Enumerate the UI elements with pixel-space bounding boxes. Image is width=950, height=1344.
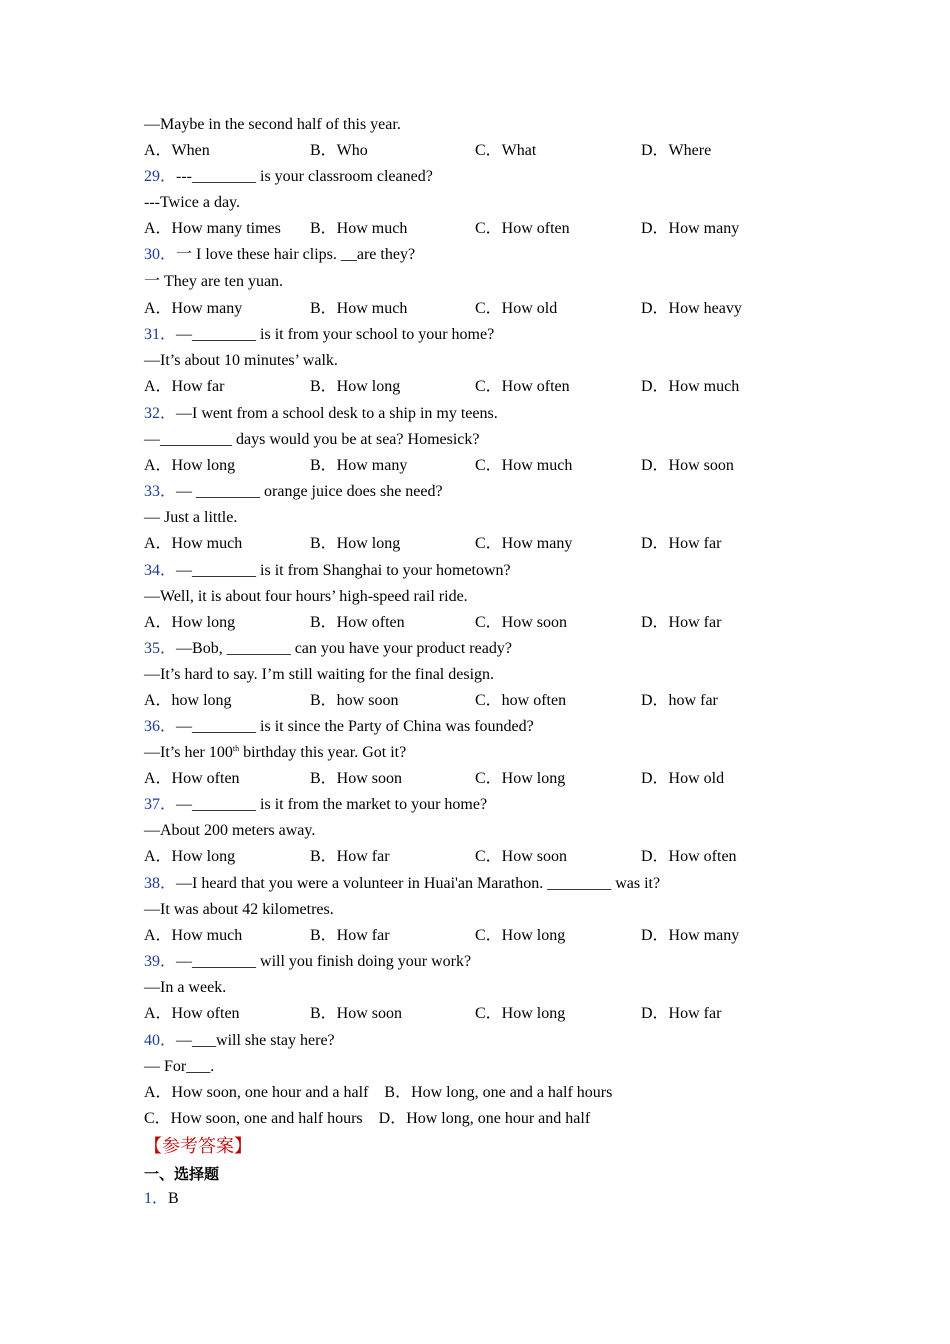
option-a[interactable]: A．How much	[144, 535, 243, 552]
option-b[interactable]: B．How soon	[310, 1005, 403, 1022]
q32-question	[144, 404, 498, 424]
q36-answer	[144, 743, 406, 763]
q29-answer: ---Twice a day.	[144, 194, 241, 211]
question-number: 29．	[144, 168, 177, 185]
question-text: —I went from a school desk to a ship in my teens.	[176, 405, 498, 422]
question-text: —________ will you finish doing your work?	[176, 953, 472, 970]
section-heading: 一、选择题	[144, 1165, 220, 1183]
option-c[interactable]: C．How soon	[475, 848, 568, 865]
q38-answer: —It was about 42 kilometres.	[144, 901, 334, 918]
option-b[interactable]: B．How far	[310, 848, 390, 865]
option-a[interactable]: A．How many	[144, 300, 243, 317]
option-b[interactable]: B．How long	[310, 378, 401, 395]
q34-answer: —Well, it is about four hours’ high-speed rail ride.	[144, 588, 468, 605]
q29-question	[144, 167, 433, 187]
option-a[interactable]: A．When	[144, 142, 210, 159]
q40-answer: — For___.	[144, 1058, 215, 1075]
answer-item	[144, 1189, 179, 1209]
option-b[interactable]: B．How long	[310, 535, 401, 552]
q40-question	[144, 1031, 335, 1051]
option-b[interactable]: B．How far	[310, 927, 390, 944]
option-d[interactable]: D．how far	[641, 692, 718, 709]
q35-question	[144, 639, 512, 659]
question-number: 38．	[144, 875, 177, 892]
question-number: 31．	[144, 326, 177, 343]
question-number: 40．	[144, 1032, 177, 1049]
question-number: 30．	[144, 246, 177, 263]
option-b[interactable]: B．how soon	[310, 692, 399, 709]
question-text: —________ is it from Shanghai to your hometown?	[176, 562, 511, 579]
option-b[interactable]: B．How much	[310, 220, 408, 237]
q38-question	[144, 874, 660, 894]
question-number: 37．	[144, 796, 177, 813]
option-d[interactable]: D．How far	[641, 1005, 722, 1022]
option-a[interactable]: A．How long	[144, 848, 236, 865]
q30-answer: 一 They are ten yuan.	[144, 273, 284, 290]
q35-answer: —It’s hard to say. I’m still waiting for the final design.	[144, 666, 495, 683]
option-a[interactable]: A．How often	[144, 770, 240, 787]
question-number: 35．	[144, 640, 177, 657]
option-c[interactable]: C．How old	[475, 300, 558, 317]
question-text: —________ is it from your school to your home?	[176, 326, 495, 343]
option-c[interactable]: C．How many	[475, 535, 573, 552]
option-c[interactable]: C．What	[475, 142, 537, 159]
q31-question	[144, 325, 494, 345]
question-number: 39．	[144, 953, 177, 970]
option-c[interactable]: C．How soon	[475, 614, 568, 631]
option-c[interactable]: C．How long	[475, 770, 566, 787]
question-text: 一 I love these hair clips. __are they?	[176, 246, 416, 263]
question-number: 36．	[144, 718, 177, 735]
option-a[interactable]: A．How often	[144, 1005, 240, 1022]
option-a[interactable]: A．How far	[144, 378, 225, 395]
option-d[interactable]: D．How heavy	[641, 300, 742, 317]
option-c[interactable]: C．How often	[475, 220, 570, 237]
option-d[interactable]: D．How much	[641, 378, 740, 395]
q39-answer: —In a week.	[144, 979, 227, 996]
option-a[interactable]: A．How long	[144, 614, 236, 631]
option-b[interactable]: B．How often	[310, 614, 405, 631]
question-number: 33．	[144, 483, 177, 500]
option-b[interactable]: B．How soon	[310, 770, 403, 787]
ordinal-suffix: th	[232, 744, 240, 753]
option-c[interactable]: C．How much	[475, 457, 573, 474]
question-text: —________ is it since the Party of China was founded?	[176, 718, 534, 735]
question-text: —___will she stay here?	[176, 1032, 335, 1049]
q33-answer: — Just a little.	[144, 509, 238, 526]
answer-key-heading: 【参考答案】	[144, 1136, 252, 1156]
option-d[interactable]: D．How many	[641, 927, 740, 944]
question-number: 34．	[144, 562, 177, 579]
option-c[interactable]: C．How often	[475, 378, 570, 395]
question-text: —________ is it from the market to your home?	[176, 796, 488, 813]
option-c[interactable]: C．How long	[475, 1005, 566, 1022]
q28-answer: —Maybe in the second half of this year.	[144, 116, 401, 133]
option-b[interactable]: B．How much	[310, 300, 408, 317]
q36-question	[144, 717, 534, 737]
option-b[interactable]: B．Who	[310, 142, 368, 159]
option-a[interactable]: A．How long	[144, 457, 236, 474]
question-text: —Bob, ________ can you have your product ready?	[176, 640, 512, 657]
answer-text-rest: birthday this year. Got it?	[239, 744, 407, 761]
q31-answer: —It’s about 10 minutes’ walk.	[144, 352, 338, 369]
option-d[interactable]: D．How far	[641, 614, 722, 631]
option-d[interactable]: D．Where	[641, 142, 712, 159]
q33-question	[144, 482, 443, 502]
question-text: —I heard that you were a volunteer in Huai'an Marathon. ________ was it?	[176, 875, 661, 892]
q32-answer: —_________ days would you be at sea? Homesick?	[144, 431, 480, 448]
answer-text: —It’s her 100	[144, 744, 233, 761]
option-a[interactable]: A．How many times	[144, 220, 281, 237]
question-text: — ________ orange juice does she need?	[176, 483, 443, 500]
answer-value: B	[168, 1190, 179, 1207]
q37-question	[144, 795, 487, 815]
question-text: ---________ is your classroom cleaned?	[176, 168, 433, 185]
option-c[interactable]: C．How long	[475, 927, 566, 944]
option-d[interactable]: D．How far	[641, 535, 722, 552]
option-d[interactable]: D．How soon	[641, 457, 734, 474]
q34-question	[144, 561, 511, 581]
q37-answer: —About 200 meters away.	[144, 822, 316, 839]
answer-number: 1．	[144, 1190, 169, 1207]
option-c[interactable]: C．how often	[475, 692, 567, 709]
option-b[interactable]: B．How many	[310, 457, 408, 474]
question-number: 32．	[144, 405, 177, 422]
q30-question	[144, 245, 415, 265]
option-d[interactable]: D．How many	[641, 220, 740, 237]
q40-options-cd[interactable]: C．How soon, one and half hours D．How long, one hour and half	[144, 1110, 591, 1127]
option-a[interactable]: A．how long	[144, 692, 232, 709]
q40-options-ab[interactable]: A．How soon, one hour and a half B．How long, one and a half hours	[144, 1084, 613, 1101]
option-d[interactable]: D．How often	[641, 848, 737, 865]
option-a[interactable]: A．How much	[144, 927, 243, 944]
option-d[interactable]: D．How old	[641, 770, 725, 787]
q39-question	[144, 952, 471, 972]
